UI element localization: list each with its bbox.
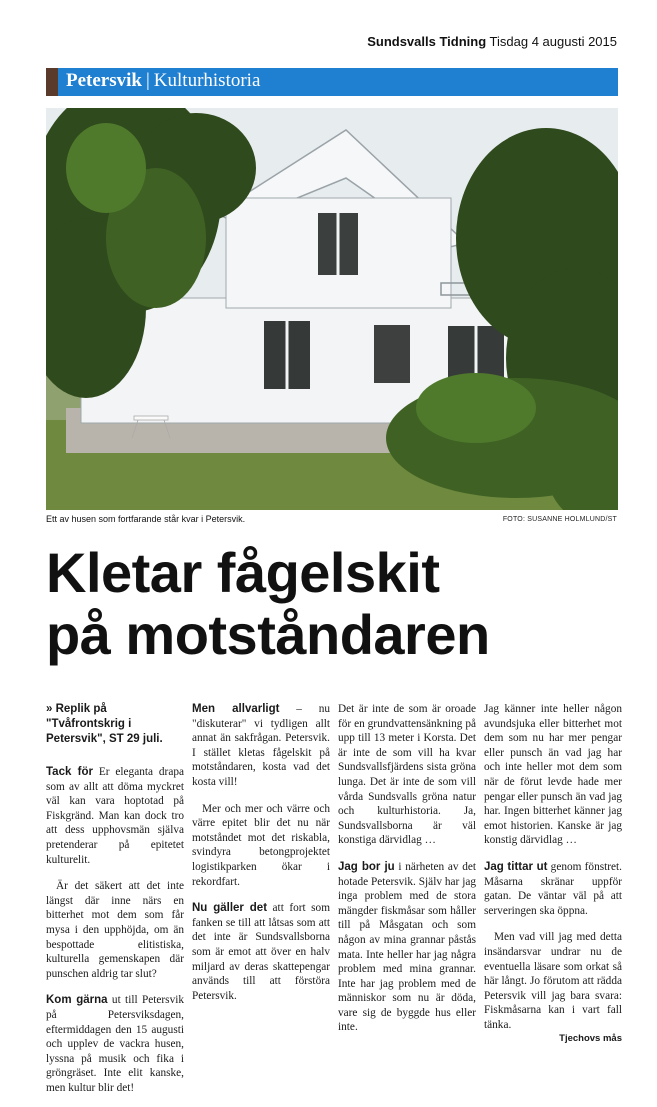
paragraph-text: genom fönstret. Måsarna skränar uppför gatan. De väntar väl på att serveringen ska öppna.	[484, 860, 622, 917]
masthead	[367, 34, 617, 49]
paragraph-text: Men vad vill jag med detta insändarsvar undrar nu de eventuella läsare som orkat så här långt. Jo förutom att rädda Petersvik vill jag bara svara: Fiskmåsarna kan i vart fall tänka.	[484, 931, 622, 1031]
article-photo	[46, 108, 618, 510]
text-column-3	[338, 702, 476, 1047]
paragraph-lead: Jag bor ju	[338, 860, 395, 873]
issue-date: Tisdag 4 augusti 2015	[489, 34, 617, 49]
section-place: Petersvik	[66, 70, 142, 91]
paragraph	[192, 702, 330, 790]
paragraph-text: att fort som fanken se till att låtsas som att det inte är Sundsvallsborna som är emot att över en halv miljard av deras skattepengar används till att förstöra Petersvik.	[192, 902, 330, 1002]
paragraph	[46, 879, 184, 981]
paragraph	[46, 993, 184, 1095]
reference-marker: »	[46, 703, 53, 715]
paragraph-lead: Jag tittar ut	[484, 860, 548, 873]
paragraph	[484, 860, 622, 918]
paragraph-text: Det är inte de som är oroade för en grundvattensänkning på upp till 13 meter i Korsta. Det är inte de som vill ha kvar Sundsvallsfjärdens sista gröna lunga. Det är inte de som vill vårda Sundsvalls gröna natur och kulturhistoria. Ja, Sundsvallsborna är väl konstiga därvidlag …	[338, 703, 476, 847]
paragraph-text: Jag känner inte heller någon avundsjuka eller bitterhet mot dem som nu har mer pengar eller punsch än vad jag har och inte heller mot dem som när de förut levde hade mer pengar eller punsch än vad jag har. Ingen bitterhet känner jag emot historien. Kanske är jag konstig därvidlag …	[484, 703, 622, 847]
photo-caption: Ett av husen som fortfarande står kvar i Petersvik.	[46, 514, 246, 524]
paragraph	[338, 860, 476, 1035]
section-tab-marker	[46, 68, 58, 96]
text-column-1	[46, 702, 184, 1107]
paragraph-lead: Kom gärna	[46, 994, 108, 1007]
text-column-2	[192, 702, 330, 1015]
paragraph-lead: Tack för	[46, 766, 93, 778]
text-column-4	[484, 702, 622, 1047]
reference-title: Replik på "Tvåfrontskrig i Petersvik", ST 29 juli.	[46, 703, 163, 745]
newspaper-name: Sundsvalls Tidning	[367, 34, 487, 49]
section-separator: |	[145, 70, 150, 91]
section-topic: Kulturhistoria	[153, 70, 261, 91]
headline-line-1: Kletar fågelskit	[46, 541, 440, 604]
paragraph-lead: Men allvarligt	[192, 703, 280, 715]
paragraph	[338, 702, 476, 848]
paragraph-text: i närheten av det hotade Petersvik. Själv har jag inga problem med de stora mängder fiskmåsar som håller till på Måsgatan och som någon av mina grannar påstås mata. Inte heller har jag några problem med mina grannar. Inte har jag problem med de människor som nu är döda, vare sig de byggde hus eller inte.	[338, 860, 476, 1034]
headline	[46, 542, 626, 666]
paragraph	[484, 930, 622, 1032]
paragraph-text: – nu "diskuterar" vi tydligen allt annat än sakfrågan. Petersvik. I stället kletas fågelskit på motståndaren, kosta vad det kosta vill!	[192, 703, 330, 788]
paragraph	[192, 901, 330, 1003]
photo-credit: FOTO: SUSANNE HOLMLUND/ST	[502, 516, 617, 523]
paragraph-text: Mer och mer och värre och värre epitet blir det nu när motståndet mot det riskabla, svindyra betongprojektet logistikparken ökar i rekordfart.	[192, 802, 330, 888]
house-photo-illustration	[46, 108, 618, 510]
paragraph-text: Är det säkert att det inte längst där inne närs en bitterhet mot dem som får mysa i den upphöjda, om än bespottade elitistiska, kulturella gemenskapen där punschen aldrig tar slut?	[46, 880, 184, 980]
headline-line-2: på motståndaren	[46, 603, 490, 666]
paragraph	[484, 702, 622, 848]
paragraph	[192, 802, 330, 890]
reply-reference	[46, 702, 184, 747]
paragraph	[46, 765, 184, 867]
paragraph-text: ut till Petersvik på Petersviksdagen, eftermiddagen den 15 augusti och upplev de vackra husen, lyssna på musik och fika i gröngräset. Inte elit kanske, men kultur blir det!	[46, 994, 184, 1094]
paragraph-text: Er eleganta drapa som av allt att döma myckret väl kan vara hoptotad på Fiskgränd. Man kan dock tro att dess upphovsmän själva pretenderar på epitetet kulturelit.	[46, 766, 184, 866]
author-signature: Tjechovs mås	[559, 1033, 622, 1045]
section-label	[66, 70, 260, 92]
section-bar	[46, 68, 618, 96]
paragraph-lead: Nu gäller det	[192, 902, 268, 915]
